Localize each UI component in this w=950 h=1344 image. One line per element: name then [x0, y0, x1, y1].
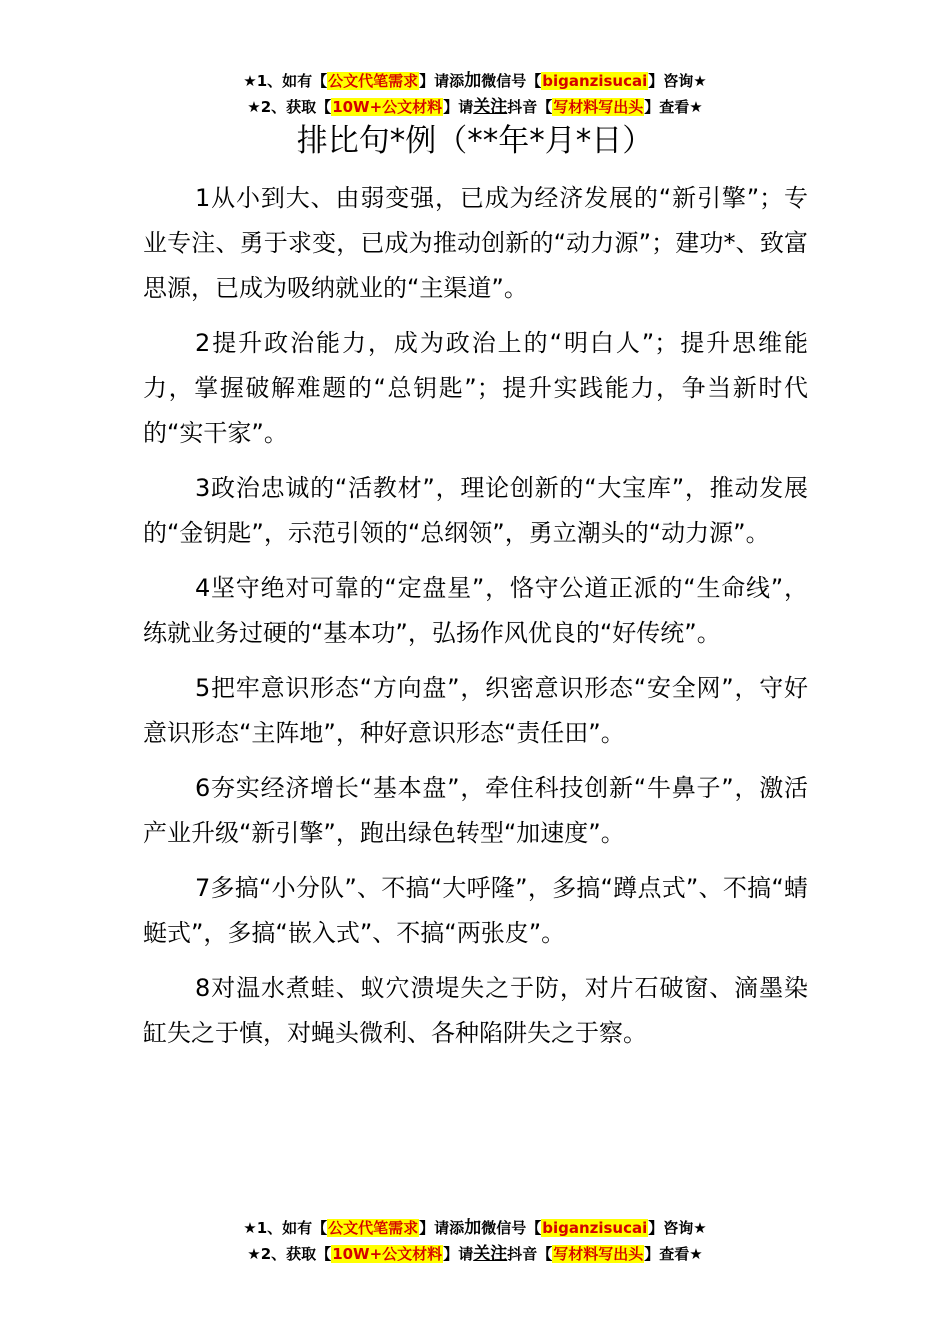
notice-text-emphasis: 关注 [473, 97, 508, 117]
paragraph-8: 8对温水煮蛙、蚁穴溃堤失之于防，对片石破窗、滴墨染缸失之于慎，对蝇头微利、各种陷阱失之于察。 [143, 974, 808, 1047]
notice-text: 微信号【 [481, 72, 542, 90]
notice-text: 】查看★ [644, 1245, 703, 1263]
notice-highlight-service: 公文代笔需求 [328, 72, 419, 90]
notice-text: 】咨询★ [648, 72, 707, 90]
paragraph-2: 2提升政治能力，成为政治上的“明白人”；提升思维能力，掌握破解难题的“总钥匙”；提升实践能力，争当新时代的“实干家”。 [143, 329, 808, 447]
notice-line-2 [0, 94, 950, 120]
notice-text-emphasis: 关注 [473, 1244, 508, 1264]
footer-notice [0, 1215, 950, 1267]
paragraph-4: 4坚守绝对可靠的“定盘星”，恪守公道正派的“生命线”，练就业务过硬的“基本功”，弘扬作风优良的“好传统”。 [143, 574, 808, 647]
notice-highlight-wechat-id: biganzisucai [542, 72, 648, 90]
notice-line-1 [0, 68, 950, 94]
notice-text: 微信号【 [481, 1219, 542, 1237]
paragraph-6: 6夯实经济增长“基本盘”，牵住科技创新“牛鼻子”，激活产业升级“新引擎”，跑出绿色转型“加速度”。 [143, 774, 808, 847]
notice-text: 】请添 [419, 72, 465, 90]
notice-highlight-wechat-id: biganzisucai [542, 1219, 648, 1237]
notice-text: 】请 [443, 1245, 474, 1263]
notice-text: 抖音【 [507, 1245, 553, 1263]
notice-text: 抖音【 [507, 98, 553, 116]
notice-line-1 [0, 1215, 950, 1241]
document-title: 排比句*例（**年*月*日） [296, 123, 654, 159]
header-notice [0, 68, 950, 120]
notice-text: ★1、如有【 [243, 1219, 328, 1237]
notice-highlight-materials: 10W+公文材料 [332, 98, 443, 116]
paragraph-1: 1从小到大、由弱变强，已成为经济发展的“新引擎”；专业专注、勇于求变，已成为推动创新的“动力源”；建功*、致富思源，已成为吸纳就业的“主渠道”。 [143, 184, 808, 302]
notice-text: 】请 [443, 98, 474, 116]
paragraph-7: 7多搞“小分队”、不搞“大呼隆”，多搞“蹲点式”、不搞“蜻蜓式”，多搞“嵌入式”、不搞“两张皮”。 [143, 874, 808, 947]
notice-text: 】查看★ [644, 98, 703, 116]
paragraph-5: 5把牢意识形态“方向盘”，织密意识形态“安全网”，守好意识形态“主阵地”，种好意识形态“责任田”。 [143, 674, 808, 747]
notice-text: ★1、如有【 [243, 72, 328, 90]
notice-text: 】咨询★ [648, 1219, 707, 1237]
notice-highlight-douyin: 写材料写出头 [553, 98, 644, 116]
notice-text-emphasis: 加 [464, 71, 482, 91]
notice-highlight-service: 公文代笔需求 [328, 1219, 419, 1237]
notice-text-emphasis: 加 [464, 1218, 482, 1238]
paragraph-3: 3政治忠诚的“活教材”，理论创新的“大宝库”，推动发展的“金钥匙”，示范引领的“总纲领”，勇立潮头的“动力源”。 [143, 474, 808, 547]
notice-highlight-materials: 10W+公文材料 [332, 1245, 443, 1263]
notice-highlight-douyin: 写材料写出头 [553, 1245, 644, 1263]
notice-text: ★2、获取【 [247, 1245, 332, 1263]
notice-line-2 [0, 1241, 950, 1267]
document-body [143, 176, 808, 1066]
notice-text: 】请添 [419, 1219, 465, 1237]
notice-text: ★2、获取【 [247, 98, 332, 116]
